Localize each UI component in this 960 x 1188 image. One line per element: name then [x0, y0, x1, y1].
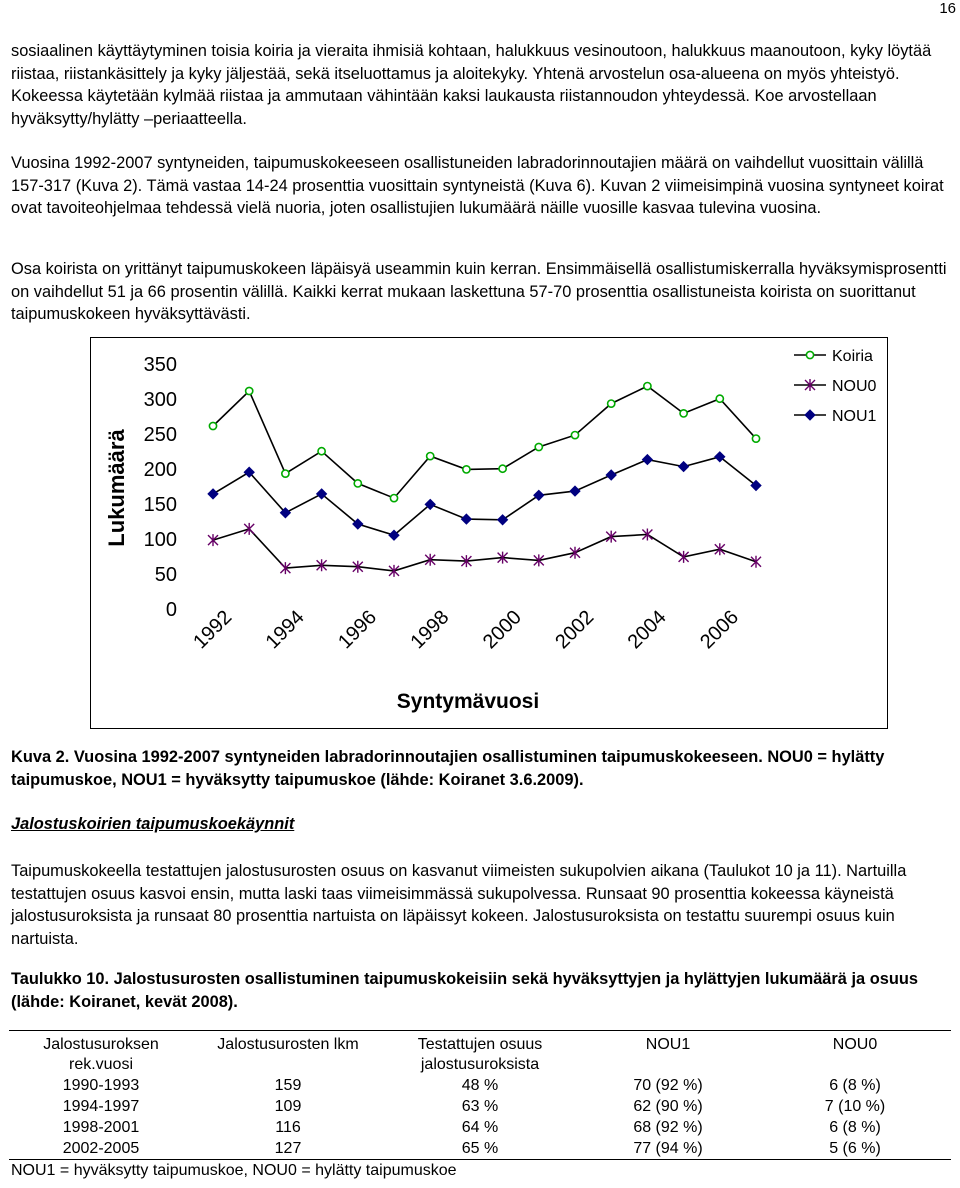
- y-tick-label: 300: [143, 389, 177, 411]
- table-row: [9, 1096, 951, 1117]
- table-cell: 48 %: [461, 1077, 499, 1094]
- data-point-koiria: [716, 395, 723, 402]
- table-cell: 7 (10 %): [824, 1098, 886, 1115]
- body-paragraph-1: sosiaalinen käyttäytyminen toisia koiria ja vieraita ihmisiä kohtaan, halukkuus vesinoutoon, halukkuus maanoutoon, kyky löytää riistaa, riistankäsittely ja kyky jäljestää, sekä itseluottamus ja aloitekyky. Yhtenä arvostelun osa-alueena on myös yhteistyö. Kokeessa käytetään kylmää riistaa ja ammutaan vähintään kaksi laukausta riistannoudon yhteydessä. Koe arvostellaan hyväksytty/hylätty –periaatteella.: [11, 42, 932, 128]
- series-line-koiria: [213, 386, 756, 498]
- table-cell: 159: [274, 1077, 302, 1094]
- table-cell: 6 (8 %): [829, 1119, 881, 1136]
- table-header-row: [9, 1031, 951, 1076]
- data-point-koiria: [209, 422, 216, 429]
- data-point-nou1: [642, 455, 652, 465]
- data-point-nou1: [461, 514, 471, 524]
- table-cell: 6 (8 %): [829, 1077, 881, 1094]
- x-tick-label: 1998: [406, 606, 454, 654]
- data-point-koiria: [680, 410, 687, 417]
- data-point-koiria: [571, 432, 578, 439]
- table-cell: 1994-1997: [62, 1098, 140, 1115]
- table-cell: 116: [275, 1119, 301, 1136]
- table-header-cell: NOU0: [759, 1031, 951, 1076]
- table-header-cell: NOU1: [577, 1031, 759, 1076]
- data-point-koiria: [318, 448, 325, 455]
- y-tick-label: 200: [143, 459, 177, 481]
- table-cell: 109: [274, 1098, 302, 1115]
- data-point-nou0: [244, 523, 254, 535]
- x-tick-label: 2006: [696, 606, 744, 654]
- x-tick-label: 2000: [478, 606, 526, 654]
- section-heading: Jalostuskoirien taipumuskoekäynnit: [11, 815, 295, 833]
- data-point-koiria: [427, 453, 434, 460]
- table-row: [9, 1138, 951, 1160]
- figure-caption: Kuva 2. Vuosina 1992-2007 syntyneiden labradorinnoutajien osallistuminen taipumuskokeeseen. NOU0 = hylätty taipumuskoe, NOU1 = hyväksytty taipumuskoe (lähde: Koiranet 3.6.2009).: [11, 748, 885, 789]
- data-point-nou1: [606, 470, 616, 480]
- data-point-koiria: [246, 387, 253, 394]
- table-header-cell: Jalostusuroksen rek.vuosi: [9, 1031, 193, 1076]
- data-point-nou1: [498, 515, 508, 525]
- table-cell: 68 (92 %): [633, 1119, 703, 1136]
- table-note: NOU1 = hyväksytty taipumuskoe, NOU0 = hylätty taipumuskoe: [9, 1160, 951, 1182]
- data-point-koiria: [354, 480, 361, 487]
- x-tick-label: 1996: [334, 606, 382, 654]
- series-line-nou0: [213, 529, 756, 571]
- data-point-koiria: [644, 383, 651, 390]
- legend-label-nou0: NOU0: [832, 378, 877, 395]
- table-cell: 2002-2005: [62, 1140, 140, 1157]
- table-cell: 65 %: [461, 1140, 499, 1157]
- body-paragraph-3: Osa koirista on yrittänyt taipumuskokeen läpäisyä useammin kuin kerran. Ensimmäisellä osallistumiskerralla hyväksymisprosentti on vaihdellut 51 ja 66 prosentin välillä. Kaikki kerrat mukaan laskettuna 57-70 prosenttia osallistuneista koirista on suorittanut taipumuskokeen hyväksyttävästi.: [11, 260, 947, 323]
- y-tick-label: 150: [143, 494, 177, 516]
- table-header-cell: Jalostusurosten lkm: [193, 1031, 383, 1076]
- table-header-cell: Testattujen osuus jalostusuroksista: [383, 1031, 577, 1076]
- data-point-nou0: [208, 534, 218, 546]
- data-point-nou1: [208, 489, 218, 499]
- data-point-koiria: [499, 465, 506, 472]
- table-cell: 1998-2001: [62, 1119, 140, 1136]
- body-paragraph-4: Taipumuskokeella testattujen jalostusurosten osuus on kasvanut viimeisten sukupolvien aikana (Taulukot 10 ja 11). Nartuilla testattujen osuus kasvoi ensin, mutta laski taas viimeisimmässä sukupolvessa. Runsaat 90 prosenttia kokeessa käyneistä jalostusuroksista ja runsaat 80 prosenttia nartuista on läpäissyt kokeen. Jalostusuroksista on testattu suurempi osuus kuin nartuista.: [11, 862, 907, 948]
- table-cell: 63 %: [461, 1098, 499, 1115]
- table-row: [9, 1117, 951, 1138]
- data-point-koiria: [535, 443, 542, 450]
- data-point-nou0: [751, 556, 761, 568]
- table-title: Taulukko 10. Jalostusurosten osallistuminen taipumuskokeisiin sekä hyväksyttyjen ja hylättyjen lukumäärä ja osuus (lähde: Koiranet, kevät 2008).: [11, 970, 918, 1011]
- table-row: [9, 1075, 951, 1096]
- y-tick-label: 250: [143, 424, 177, 446]
- data-point-nou1: [679, 462, 689, 472]
- y-tick-label: 0: [165, 599, 177, 621]
- data-point-koiria: [608, 400, 615, 407]
- chart-frame: [90, 337, 888, 729]
- page-number: 16: [939, 0, 956, 17]
- table-cell: 64 %: [461, 1119, 499, 1136]
- y-axis-label: Lukumäärä: [104, 429, 129, 547]
- table-cell: 70 (92 %): [633, 1077, 703, 1094]
- y-tick-label: 100: [143, 529, 177, 551]
- data-point-koiria: [390, 495, 397, 502]
- y-tick-label: 350: [143, 354, 177, 376]
- x-tick-label: 2004: [623, 606, 671, 654]
- x-tick-label: 1992: [189, 606, 237, 654]
- body-paragraph-2: Vuosina 1992-2007 syntyneiden, taipumuskokeeseen osallistuneiden labradorinnoutajien määrä on vaihdellut vuosittain välillä 157-317 (Kuva 2). Tämä vastaa 14-24 prosenttia vuosittain syntyneistä (Kuva 6). Kuvan 2 viimeisimpinä vuosina syntyneet koirat ovat tavoiteohjelmaa tehdessä vielä nuoria, joten osallistujien lukumäärä näille vuosille kasvaa tulevina vuosina.: [11, 154, 944, 217]
- stud-dog-table: [9, 1030, 951, 1181]
- x-axis-label: Syntymävuosi: [396, 690, 540, 713]
- data-point-nou1: [570, 486, 580, 496]
- table-cell: 1990-1993: [62, 1077, 140, 1094]
- table-cell: 77 (94 %): [633, 1140, 703, 1157]
- table-cell: 5 (6 %): [829, 1140, 881, 1157]
- data-point-koiria: [282, 470, 289, 477]
- table-note-row: [9, 1160, 951, 1182]
- x-tick-label: 2002: [551, 606, 599, 654]
- table-cell: 127: [274, 1140, 302, 1157]
- data-point-koiria: [752, 435, 759, 442]
- y-tick-label: 50: [154, 564, 177, 586]
- legend-marker-koiria: [806, 351, 813, 358]
- x-tick-label: 1994: [261, 606, 309, 654]
- data-point-koiria: [463, 466, 470, 473]
- data-point-nou1: [534, 490, 544, 500]
- table-cell: 62 (90 %): [633, 1098, 703, 1115]
- legend-marker-nou1: [805, 410, 815, 420]
- participation-line-chart: [91, 338, 889, 730]
- legend-label-nou1: NOU1: [832, 408, 877, 425]
- legend-label-koiria: Koiria: [832, 348, 873, 365]
